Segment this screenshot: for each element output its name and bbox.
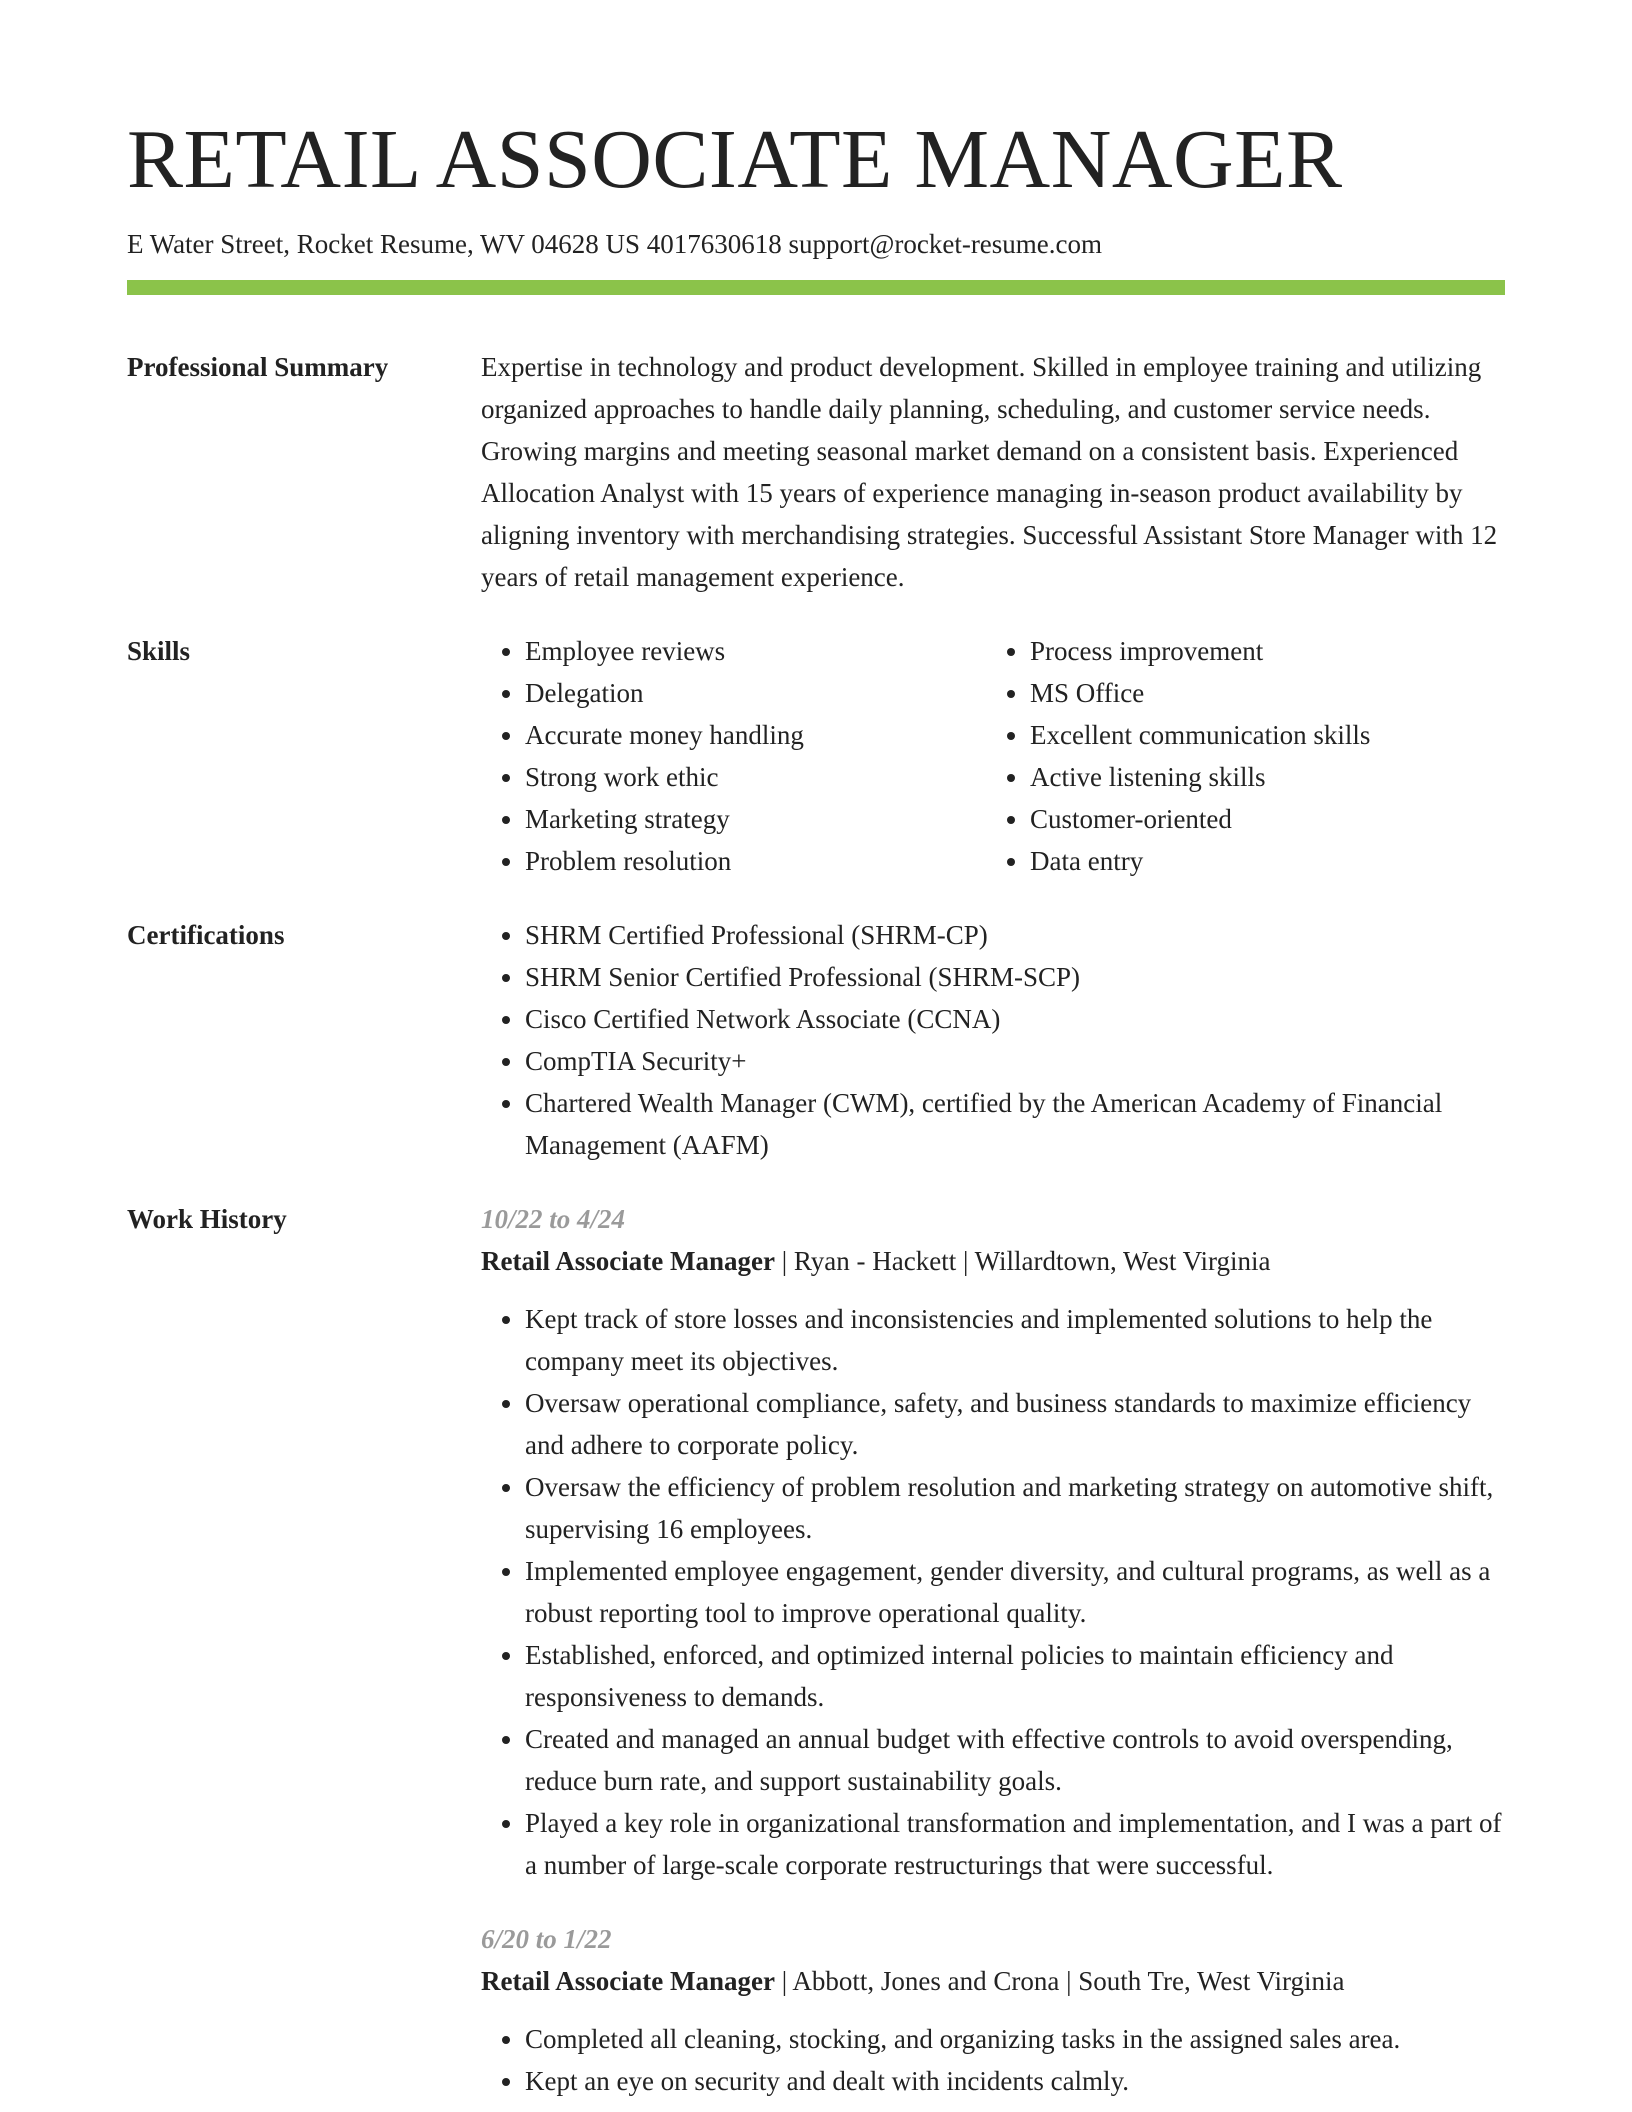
- list-item: • Accurate money handling: [525, 714, 986, 756]
- list-item: • Customer-oriented: [1030, 798, 1491, 840]
- list-item: • CompTIA Security+: [525, 1040, 1505, 1082]
- list-item: • SHRM Certified Professional (SHRM-CP): [525, 914, 1505, 956]
- list-item: • Process improvement: [1030, 630, 1491, 672]
- section-label: Professional Summary: [127, 352, 389, 383]
- list-item: • Active listening skills: [1030, 756, 1491, 798]
- certifications-body: [481, 914, 1505, 1166]
- list-item: • MS Office: [1030, 672, 1491, 714]
- list-item: • Excellent communication skills: [1030, 714, 1491, 756]
- contact-info: E Water Street, Rocket Resume, WV 04628 US 4017630618 support@rocket-resume.com: [127, 229, 1103, 259]
- list-item: • Delegation: [525, 672, 986, 714]
- job-title: Retail Associate Manager: [481, 1246, 775, 1277]
- skills-body: [481, 630, 1505, 882]
- job-dates: 10/22 to 4/24: [481, 1204, 626, 1235]
- list-item: • Created and managed an annual budget with effective controls to avoid overspending, reduce burn rate, and support sustainability goals.: [525, 1718, 1505, 1802]
- certifications-section: [127, 914, 1505, 1166]
- work-history-body: [481, 1198, 1505, 2102]
- work-history-section: [127, 1198, 1505, 2102]
- job-bullets: [481, 2018, 1505, 2102]
- list-item: • Kept track of store losses and inconsistencies and implemented solutions to help the company meet its objectives.: [525, 1298, 1505, 1382]
- job-title-line: [481, 1960, 1505, 2002]
- list-item: • Strong work ethic: [525, 756, 986, 798]
- list-item: • Implemented employee engagement, gender diversity, and cultural programs, as well as a robust reporting tool to improve operational quality.: [525, 1550, 1505, 1634]
- summary-body: [481, 346, 1505, 598]
- skills-grid: [481, 630, 1505, 882]
- section-label: Certifications: [127, 920, 285, 951]
- skills-section: [127, 630, 1505, 882]
- list-item: • Employee reviews: [525, 630, 986, 672]
- job-dates: 6/20 to 1/22: [481, 1924, 612, 1955]
- summary-text: Expertise in technology and product development. Skilled in employee training and utilizing organized approaches to handle daily planning, scheduling, and customer service needs. Growing margins and meeting seasonal market demand on a consistent basis. Experienced Allocation Analyst with 15 years of experience managing in-season product availability by aligning inventory with merchandising strategies. Successful Assistant Store Manager with 12 years of retail management experience.: [481, 352, 1498, 593]
- list-item: • Marketing strategy: [525, 798, 986, 840]
- candidate-name: RETAIL ASSOCIATE MANAGER: [127, 113, 1343, 206]
- list-item: • Completed all cleaning, stocking, and organizing tasks in the assigned sales area.: [525, 2018, 1505, 2060]
- skills-column-right: [986, 630, 1491, 882]
- list-item: • SHRM Senior Certified Professional (SHRM-SCP): [525, 956, 1505, 998]
- job-entry: [481, 1918, 1505, 2102]
- job-title: Retail Associate Manager: [481, 1966, 775, 1997]
- list-item: • Played a key role in organizational transformation and implementation, and I was a part of a number of large-scale corporate restructurings that were successful.: [525, 1802, 1505, 1886]
- list-item: • Data entry: [1030, 840, 1491, 882]
- list-item: • Chartered Wealth Manager (CWM), certified by the American Academy of Financial Management (AAFM): [525, 1082, 1505, 1166]
- list-item: • Oversaw operational compliance, safety, and business standards to maximize efficiency and adhere to corporate policy.: [525, 1382, 1505, 1466]
- job-title-line: [481, 1240, 1505, 1282]
- job-bullets: [481, 1298, 1505, 1886]
- skills-column-left: [481, 630, 986, 882]
- list-item: • Kept an eye on security and dealt with incidents calmly.: [525, 2060, 1505, 2102]
- job-details: | Abbott, Jones and Crona | South Tre, West Virginia: [774, 1966, 1345, 1997]
- summary-section: [127, 346, 1505, 598]
- list-item: • Cisco Certified Network Associate (CCNA): [525, 998, 1505, 1040]
- list-item: • Oversaw the efficiency of problem resolution and marketing strategy on automotive shift, supervising 16 employees.: [525, 1466, 1505, 1550]
- list-item: • Established, enforced, and optimized internal policies to maintain efficiency and responsiveness to demands.: [525, 1634, 1505, 1718]
- header-divider: [127, 280, 1505, 295]
- job-details: | Ryan - Hackett | Willardtown, West Virginia: [774, 1246, 1271, 1277]
- section-label: Work History: [127, 1204, 287, 1235]
- certifications-list: [481, 914, 1505, 1166]
- section-label: Skills: [127, 636, 191, 667]
- list-item: • Problem resolution: [525, 840, 986, 882]
- job-entry: [481, 1198, 1505, 1886]
